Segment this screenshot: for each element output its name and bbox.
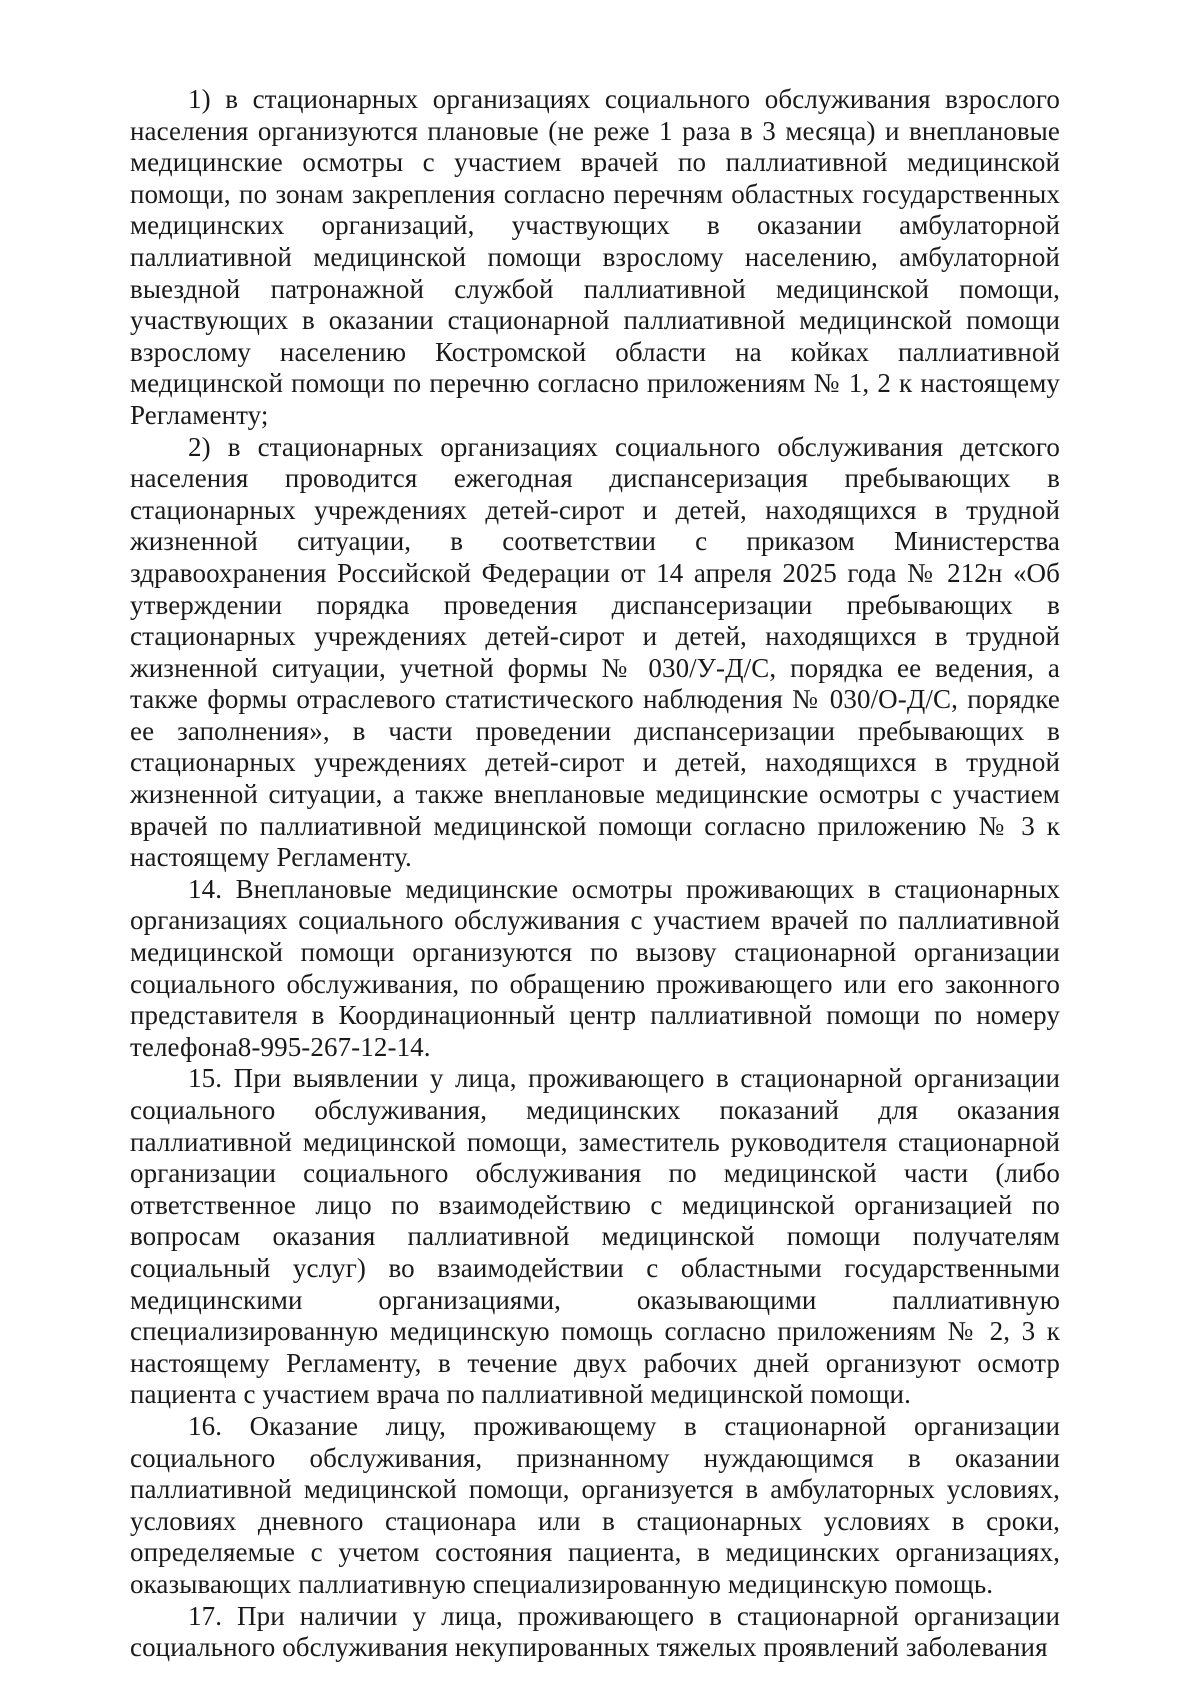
document-page [130, 84, 1060, 1664]
paragraph-section-14: 14. Внеплановые медицинские осмотры проживающих в стационарных организациях социального обслуживания с участием врачей по паллиативной медицинской помощи организуются по вызову стационарной организации социального обслуживания, по обращению проживающего или его законного представителя в Координационный центр паллиативной помощи по номеру телефона8-995-267-12-14. [130, 873, 1060, 1062]
paragraph-section-17: 17. При наличии у лица, проживающего в стационарной организации социального обслуживания некупированных тяжелых проявлений заболевания [130, 1600, 1060, 1663]
paragraph-section-15: 15. При выявлении у лица, проживающего в стационарной организации социального обслуживания, медицинских показаний для оказания паллиативной медицинской помощи, заместитель руководителя стационарной организации социального обслуживания по медицинской части (либо ответственное лицо по взаимодействию с медицинской организацией по вопросам оказания паллиативной медицинской помощи получателям социальный услуг) во взаимодействии с областными государственными медицинскими организациями, оказывающими паллиативную специализированную медицинскую помощь согласно приложениям № 2, 3 к настоящему Регламенту, в течение двух рабочих дней организуют осмотр пациента с участием врача по паллиативной медицинской помощи. [130, 1063, 1060, 1410]
paragraph-section-16: 16. Оказание лицу, проживающему в стационарной организации социального обслуживания, признанному нуждающимся в оказании паллиативной медицинской помощи, организуется в амбулаторных условиях, условиях дневного стационара или в стационарных условиях в сроки, определяемые с учетом состояния пациента, в медицинских организациях, оказывающих паллиативную специализированную медицинскую помощь. [130, 1410, 1060, 1599]
paragraph-item-1: 1) в стационарных организациях социального обслуживания взрослого населения организуются плановые (не реже 1 раза в 3 месяца) и внеплановые медицинские осмотры с участием врачей по паллиативной медицинской помощи, по зонам закрепления согласно перечням областных государственных медицинских организаций, участвующих в оказании амбулаторной паллиативной медицинской помощи взрослому населению, амбулаторной выездной патронажной службой паллиативной медицинской помощи, участвующих в оказании стационарной паллиативной медицинской помощи взрослому населению Костромской области на койках паллиативной медицинской помощи по перечню согласно приложениям № 1, 2 к настоящему Регламенту; [130, 84, 1060, 430]
paragraph-item-2: 2) в стационарных организациях социального обслуживания детского населения проводится ежегодная диспансеризация пребывающих в стационарных учреждениях детей-сирот и детей, находящихся в трудной жизненной ситуации, в соответствии с приказом Министерства здравоохранения Российской Федерации от 14 апреля 2025 года № 212н «Об утверждении порядка проведения диспансеризации пребывающих в стационарных учреждениях детей-сирот и детей, находящихся в трудной жизненной ситуации, учетной формы № 030/У-Д/С, порядка ее ведения, а также формы отраслевого статистического наблюдения № 030/О-Д/С, порядке ее заполнения», в части проведении диспансеризации пребывающих в стационарных учреждениях детей-сирот и детей, находящихся в трудной жизненной ситуации, а также внеплановые медицинские осмотры с участием врачей по паллиативной медицинской помощи согласно приложению № 3 к настоящему Регламенту. [130, 431, 1060, 873]
